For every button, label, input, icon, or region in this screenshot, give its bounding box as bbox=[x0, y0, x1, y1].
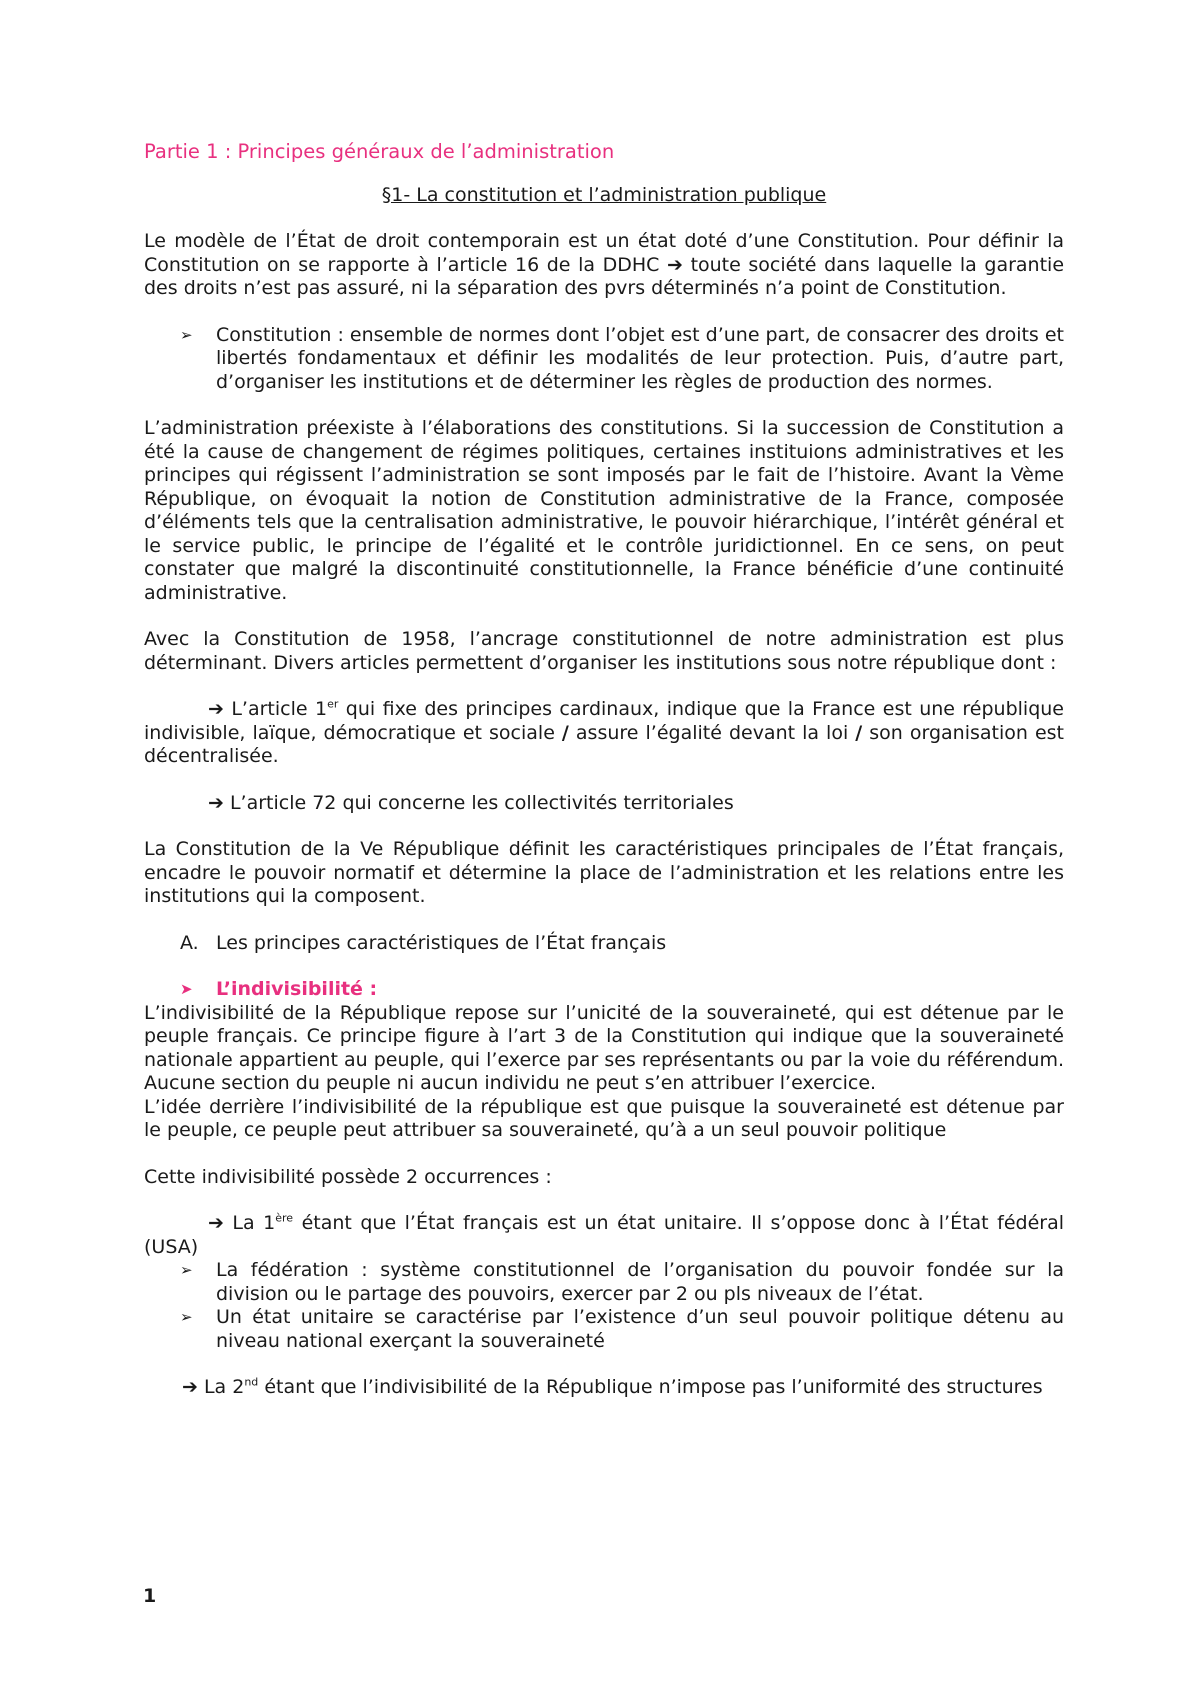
item-text: L’article 72 qui concerne les collectivités territoriales bbox=[223, 791, 734, 814]
item-text: qui fixe des principes cardinaux, indique que la France est une république indivisible, laïque, démocratique et sociale bbox=[144, 698, 1065, 744]
paragraph-text: toute société dans laquelle la garantie des droits n’est pas assuré, ni la séparation des pvrs déterminés n’a point de Constitution. bbox=[144, 253, 1065, 299]
page-body bbox=[144, 140, 1064, 1400]
indivisibilite-heading bbox=[144, 978, 1064, 1002]
slash-separator: / bbox=[855, 721, 863, 744]
arrowhead-bullet-icon: ➤ bbox=[180, 980, 193, 998]
paragraph-ve-republique: La Constitution de la Ve République définit les caractéristiques principales de l’État français, encadre le pouvoir normatif et détermine la place de l’administration et les relations entre les institutions qui la composent. bbox=[144, 838, 1064, 907]
bullet-text: Constitution : ensemble de normes dont l’objet est d’une part, de consacrer des droits et libertés fondamentaux et définir les modalités de leur protection. Puis, d’autre part, d’organiser les institutions et de déterminer les règles de production des normes. bbox=[216, 323, 1065, 393]
occurrence-1-item bbox=[144, 1212, 1064, 1259]
paragraph-history: L’administration préexiste à l’élaborations des constitutions. Si la succession de Constitution a été la cause de changement de régimes politiques, certaines instituions administratives et les principes qui régissent l’administration se sont imposés par le fait de l’histoire. Avant la Vème République, on évoquait la notion de Constitution administrative de la France, composée d’éléments tels que la centralisation administrative, le pouvoir hiérarchique, l’intérêt général et le service public, le principe de l’égalité et le contrôle juridictionnel. En ce sens, on peut constater que malgré la discontinuité constitutionnelle, la France bénéficie d’une continuité administrative. bbox=[144, 417, 1064, 604]
part-title: Partie 1 : Principes généraux de l’administration bbox=[144, 140, 615, 163]
item-text: son organisation est décentralisée. bbox=[144, 721, 1064, 767]
subheading-a bbox=[144, 932, 1064, 956]
indent bbox=[144, 1212, 208, 1234]
superscript: er bbox=[327, 697, 339, 711]
article-1-item bbox=[144, 698, 1064, 769]
chevron-bullet-icon: ➢ bbox=[180, 1261, 193, 1279]
item-text: L’article 1 bbox=[223, 698, 328, 720]
chevron-bullet-icon: ➢ bbox=[180, 325, 193, 344]
item-text: assure l’égalité devant la loi bbox=[568, 721, 856, 744]
item-text: étant que l’État français est un état unitaire. Il s’oppose donc à l’État fédéral (USA) bbox=[144, 1212, 1064, 1258]
superscript: nd bbox=[244, 1375, 259, 1389]
item-text: La 1 bbox=[223, 1212, 276, 1234]
section-title: §1- La constitution et l’administration publique bbox=[381, 183, 827, 206]
paragraph-indivisibilite: L’indivisibilité de la République repose sur l’unicité de la souveraineté, qui est détenue par le peuple français. Ce principe figure à l’art 3 de la Constitution qui indique que la souveraineté nationale appartient au peuple, qui l’exerce par ses représentants ou par la voie du référendum. Aucune section du peuple ni aucun individu ne peut s’en attribuer l’exercice. bbox=[144, 1001, 1064, 1094]
bullet-text: Un état unitaire se caractérise par l’existence d’un seul pouvoir politique détenu au niveau national exerçant la souveraineté bbox=[216, 1306, 1064, 1352]
paragraph-constitution-1958: Avec la Constitution de 1958, l’ancrage constitutionnel de notre administration est plus déterminant. Divers articles permettent d’organiser les institutions sous notre république dont : bbox=[144, 628, 1064, 674]
item-text: La 2 bbox=[197, 1376, 245, 1398]
bullet-etat-unitaire bbox=[144, 1306, 1064, 1353]
arrow-right-icon: ➔ bbox=[667, 253, 683, 276]
superscript: ère bbox=[275, 1211, 294, 1225]
paragraph-occurrences: Cette indivisibilité possède 2 occurrences : bbox=[144, 1165, 552, 1188]
bullet-constitution-definition bbox=[144, 324, 1064, 395]
page-number: 1 bbox=[143, 1585, 157, 1607]
paragraph-text: Le modèle de l’État de droit contemporain est un état doté d’une Constitution. Pour définir la Constitution on se rapporte à l’article 16 de la DDHC bbox=[144, 230, 1064, 276]
list-marker: A. bbox=[180, 931, 199, 954]
arrow-right-icon: ➔ bbox=[182, 1376, 198, 1398]
item-text: étant que l’indivisibilité de la République n’impose pas l’uniformité des structures bbox=[258, 1376, 1043, 1398]
occurrence-2-item bbox=[144, 1376, 1064, 1400]
article-72-item bbox=[144, 792, 1064, 816]
heading-text: L’indivisibilité : bbox=[216, 978, 378, 1000]
chevron-bullet-icon: ➢ bbox=[180, 1308, 193, 1326]
bullet-federation bbox=[144, 1259, 1064, 1306]
indent bbox=[144, 792, 208, 814]
bullet-text: La fédération : système constitutionnel de l’organisation du pouvoir fondée sur la division ou le partage des pouvoirs, exercer par 2 ou pls niveaux de l’état. bbox=[216, 1259, 1064, 1305]
subheading-text: Les principes caractéristiques de l’État français bbox=[216, 931, 667, 954]
paragraph-intro bbox=[144, 230, 1064, 301]
arrow-right-icon: ➔ bbox=[208, 1212, 224, 1234]
arrow-right-icon: ➔ bbox=[208, 698, 224, 720]
arrow-right-icon: ➔ bbox=[208, 791, 224, 814]
paragraph-idee: L’idée derrière l’indivisibilité de la république est que puisque la souveraineté est détenue par le peuple, ce peuple peut attribuer sa souveraineté, qu’à a un seul pouvoir politique bbox=[144, 1095, 1064, 1141]
indent bbox=[144, 698, 208, 720]
slash-separator: / bbox=[561, 721, 569, 744]
